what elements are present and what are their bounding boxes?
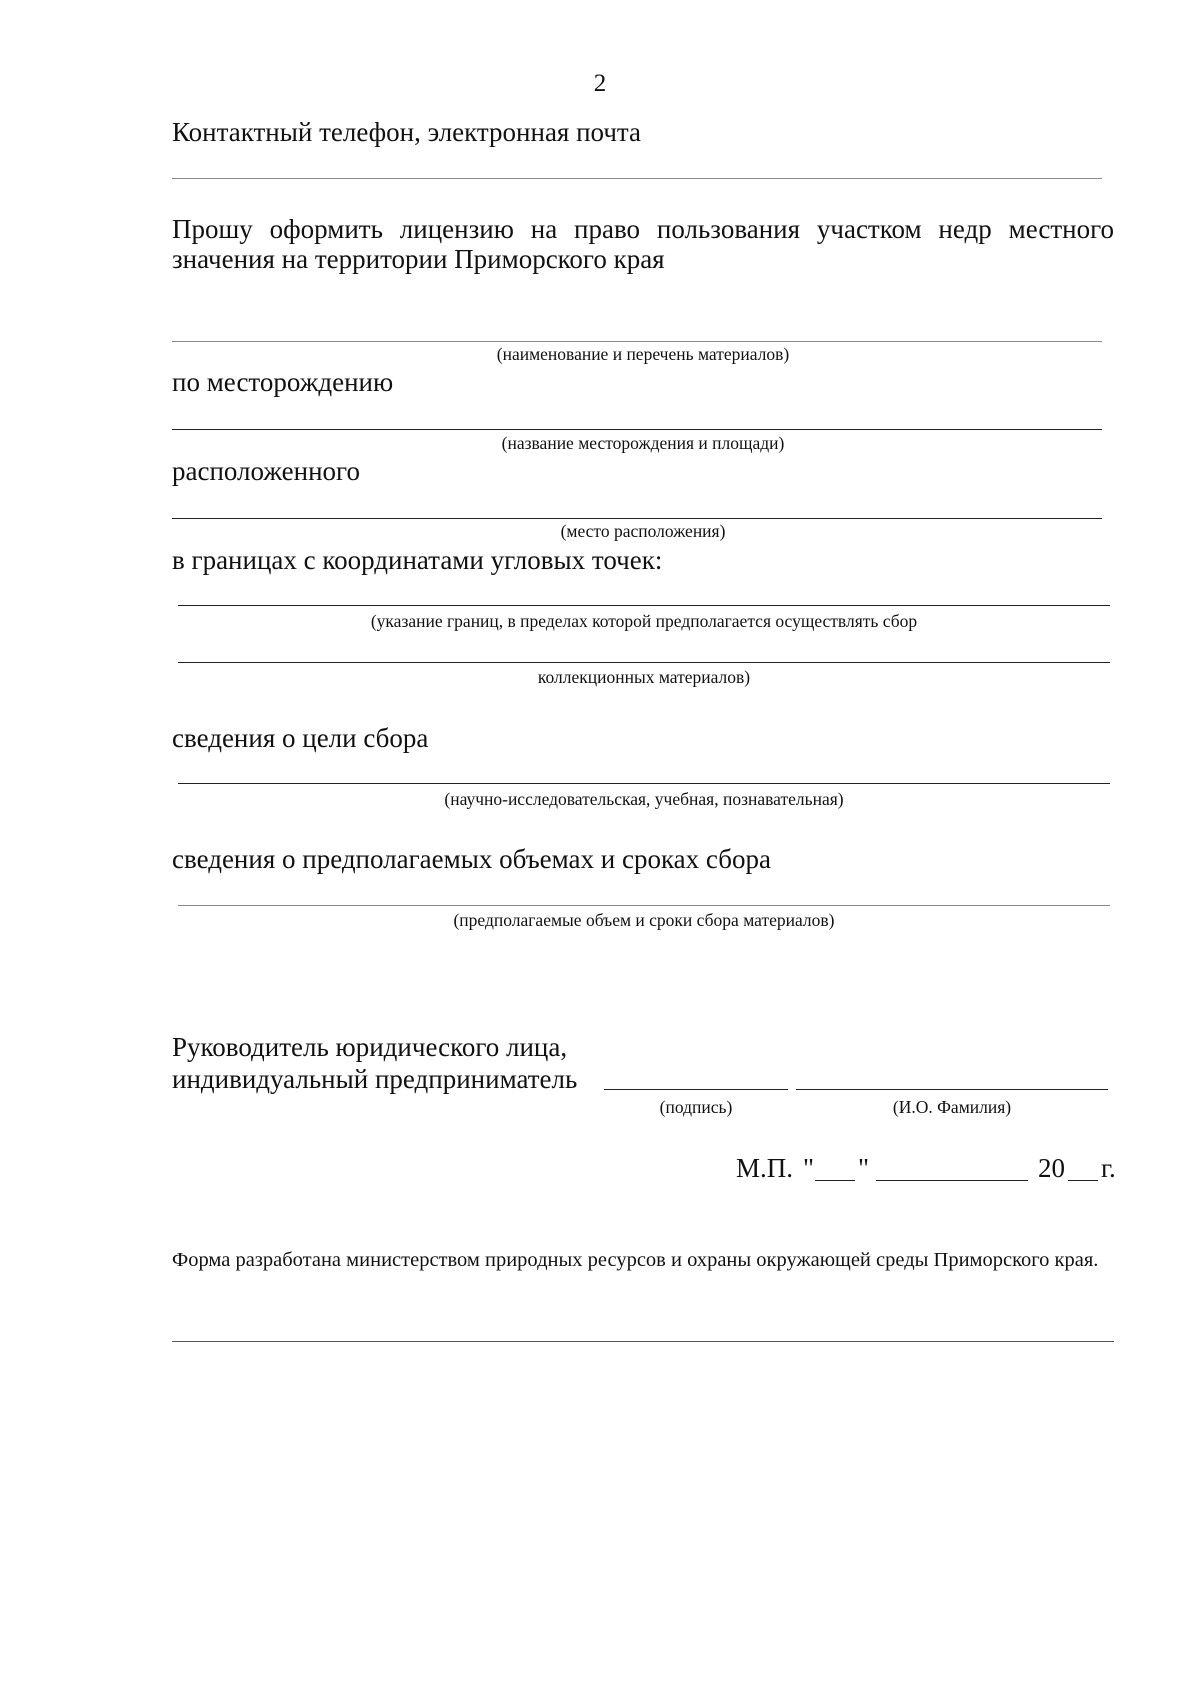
volume-input-line[interactable] <box>178 905 1110 906</box>
boundaries-input-line-1[interactable] <box>178 605 1110 606</box>
boundaries-caption-2: коллекционных материалов) <box>537 667 751 687</box>
date-year-input-line[interactable] <box>1068 1180 1098 1181</box>
date-close-quote: " <box>858 1153 870 1183</box>
date-month-input-line[interactable] <box>876 1180 1028 1181</box>
boundaries-caption-1: (указание границ, в пределах которой предполагается осуществлять сбор <box>370 611 918 631</box>
date-year-prefix: 20 <box>1038 1153 1065 1183</box>
coordinates-label: в границах с координатами угловых точек: <box>172 545 663 575</box>
name-input-line[interactable] <box>796 1089 1108 1090</box>
purpose-input-line[interactable] <box>178 783 1110 784</box>
footer-note: Форма разработана министерством природных ресурсов и охраны окружающей среды Приморского края. <box>172 1249 1099 1271</box>
deposit-input-line[interactable] <box>172 429 1102 430</box>
contact-label: Контактный телефон, электронная почта <box>172 117 642 147</box>
volume-caption: (предполагаемые объем и сроки сбора материалов) <box>453 910 835 930</box>
page-number: 2 <box>593 70 607 97</box>
location-input-line[interactable] <box>172 518 1102 519</box>
signature-caption: (подпись) <box>659 1097 733 1117</box>
name-caption: (И.О. Фамилия) <box>892 1097 1012 1117</box>
location-label: расположенного <box>172 456 360 486</box>
volume-label: сведения о предполагаемых объемах и сроках сбора <box>172 844 771 874</box>
date-year-suffix: г. <box>1101 1153 1116 1183</box>
date-day-input-line[interactable] <box>815 1180 855 1181</box>
request-paragraph: Прошу оформить лицензию на право пользования участком недр местного значения на территории Приморского края <box>172 214 1114 274</box>
purpose-label: сведения о цели сбора <box>172 723 429 753</box>
materials-input-line[interactable] <box>172 341 1102 342</box>
contact-input-line[interactable] <box>172 178 1102 179</box>
date-open-quote: " <box>803 1153 815 1183</box>
head-label-line-1: Руководитель юридического лица, <box>172 1032 568 1062</box>
boundaries-input-line-2[interactable] <box>178 662 1110 663</box>
deposit-caption: (название месторождения и площади) <box>501 433 785 453</box>
head-label-line-2: индивидуальный предприниматель <box>172 1064 578 1094</box>
location-caption: (место расположения) <box>560 521 726 541</box>
purpose-caption: (научно-исследовательская, учебная, познавательная) <box>444 789 844 809</box>
signature-input-line[interactable] <box>604 1089 788 1090</box>
seal-label: М.П. <box>736 1153 794 1183</box>
deposit-label: по месторождению <box>172 367 394 397</box>
materials-caption: (наименование и перечень материалов) <box>496 344 790 364</box>
footer-rule <box>172 1341 1114 1342</box>
